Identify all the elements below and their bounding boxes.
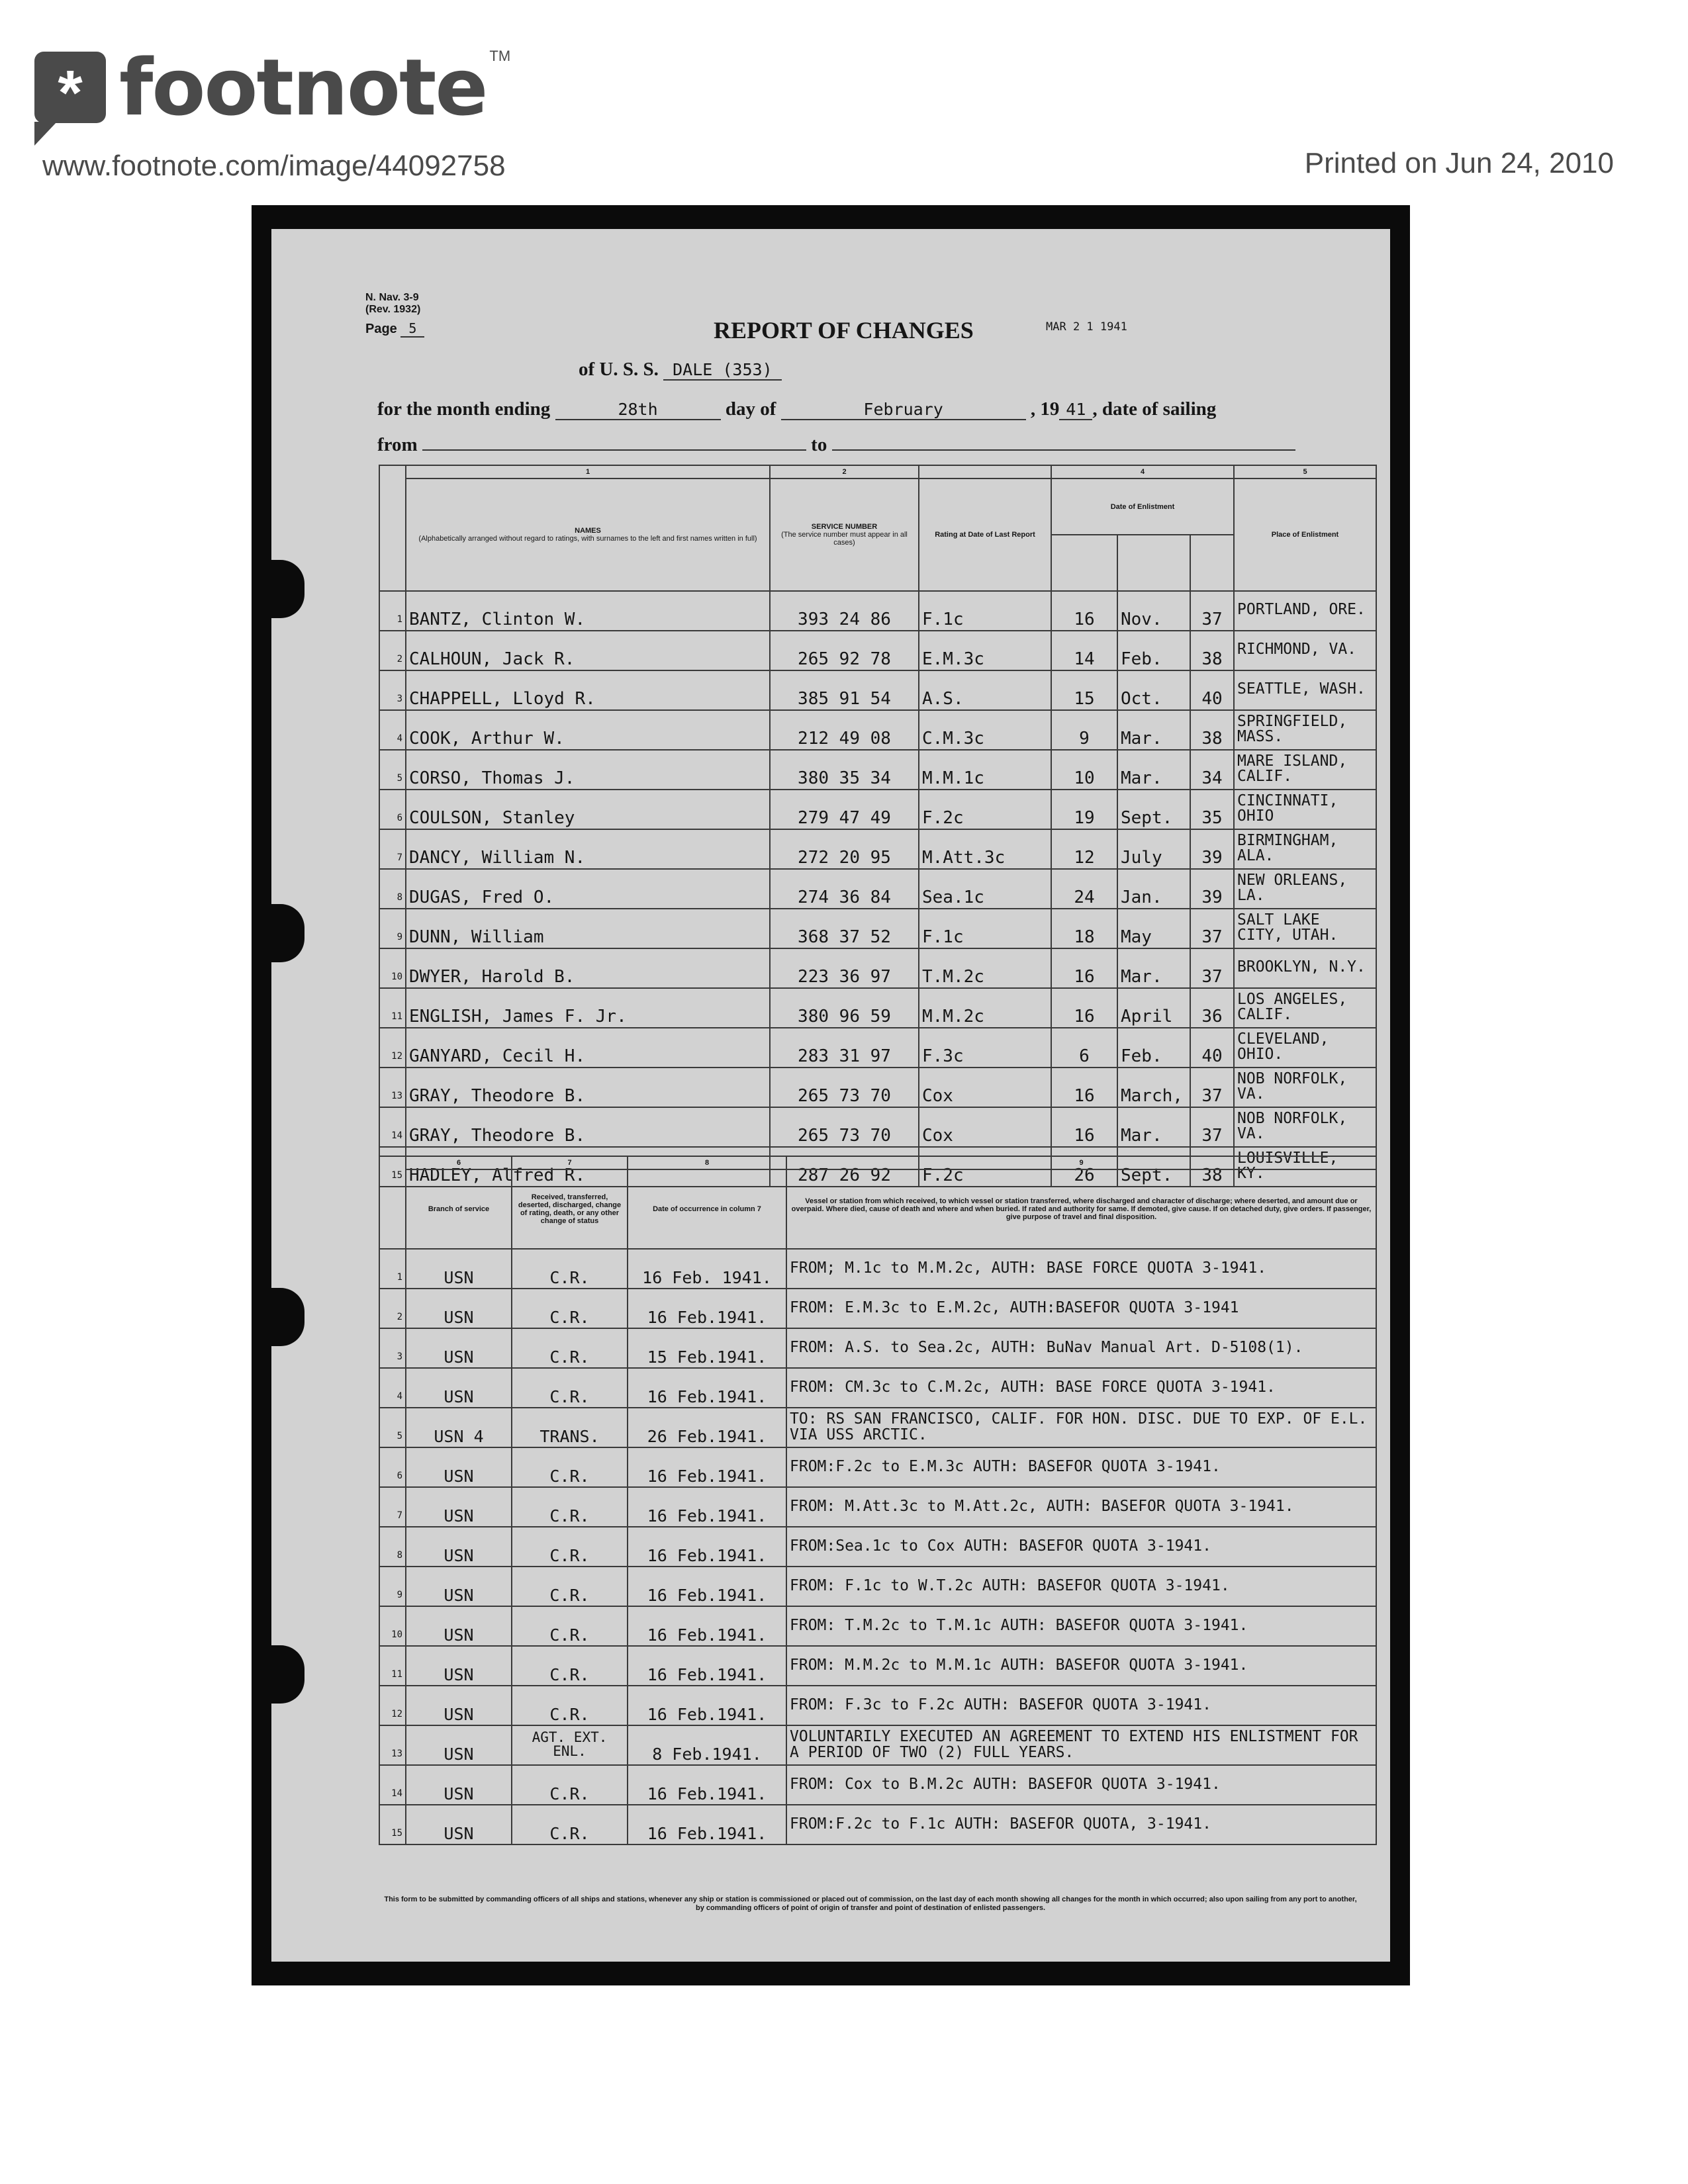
change-cell: C.R. <box>512 1606 628 1646</box>
row-number: 4 <box>379 710 406 750</box>
row-number: 5 <box>379 1408 406 1447</box>
service-number-cell: 287 26 92 <box>770 1147 919 1187</box>
binder-hole-icon <box>267 560 305 618</box>
enlistment-place-cell: NEW ORLEANS, LA. <box>1234 869 1376 909</box>
table-row <box>379 1249 1376 1289</box>
enlistment-month-cell: Nov. <box>1117 591 1190 631</box>
enlistment-day-cell: 16 <box>1051 988 1117 1028</box>
service-number-cell: 380 35 34 <box>770 750 919 790</box>
ship-name: DALE (353) <box>663 360 782 381</box>
remarks-cell: FROM:F.2c to E.M.3c AUTH: BASEFOR QUOTA 3-1941. <box>786 1447 1376 1487</box>
row-number: 13 <box>379 1068 406 1107</box>
name-cell: DANCY, William N. <box>406 829 770 869</box>
enlistment-day-cell: 6 <box>1051 1028 1117 1068</box>
date-cell: 8 Feb.1941. <box>628 1725 786 1765</box>
branch-cell: USN 4 <box>406 1408 512 1447</box>
enlistment-month-cell: Mar. <box>1117 750 1190 790</box>
date-header: Date of occurrence in column 7 <box>628 1169 786 1249</box>
rating-cell: F.2c <box>919 1147 1051 1187</box>
enlistment-day-cell: 10 <box>1051 750 1117 790</box>
enlistment-year-cell: 39 <box>1190 869 1234 909</box>
document-page <box>271 229 1390 1962</box>
date-cell: 16 Feb.1941. <box>628 1606 786 1646</box>
row-number: 7 <box>379 1487 406 1527</box>
enlistment-day-cell: 15 <box>1051 670 1117 710</box>
remarks-cell: FROM:Sea.1c to Cox AUTH: BASEFOR QUOTA 3-1941. <box>786 1527 1376 1567</box>
date-stamp: MAR 2 1 1941 <box>1046 320 1127 334</box>
row-number: 10 <box>379 1606 406 1646</box>
month-name: February <box>781 400 1026 420</box>
date-cell: 15 Feb.1941. <box>628 1328 786 1368</box>
remarks-header: Vessel or station from which received, to which vessel or station transferred, where discharged and character of discharge; where deserted, and amount due or overpaid. Where died, cause of death and where and when buried. If rated and authority for same. If demoted, give cause. If on detached duty, give orders. If passenger, give purpose of travel and final disposition. <box>786 1169 1376 1249</box>
name-cell: CHAPPELL, Lloyd R. <box>406 670 770 710</box>
name-cell: COULSON, Stanley <box>406 790 770 829</box>
page-number: Page 5 <box>365 320 424 337</box>
remarks-cell: FROM: CM.3c to C.M.2c, AUTH: BASE FORCE QUOTA 3-1941. <box>786 1368 1376 1408</box>
enlistment-date-header: Date of Enlistment <box>1051 478 1234 535</box>
branch-cell: USN <box>406 1447 512 1487</box>
service-number-cell: 265 92 78 <box>770 631 919 670</box>
remarks-cell: FROM: M.M.2c to M.M.1c AUTH: BASEFOR QUOTA 3-1941. <box>786 1646 1376 1686</box>
change-header: Received, transferred, deserted, discharged, change of rating, death, or any other change of status <box>512 1169 628 1249</box>
enlistment-month-cell: Sept. <box>1117 790 1190 829</box>
row-number: 3 <box>379 670 406 710</box>
branch-cell: USN <box>406 1249 512 1289</box>
enlistment-day-cell: 16 <box>1051 1068 1117 1107</box>
form-number: N. Nav. 3-9 (Rev. 1932) <box>365 292 421 315</box>
remarks-cell: FROM: E.M.3c to E.M.2c, AUTH:BASEFOR QUOTA 3-1941 <box>786 1289 1376 1328</box>
from-to-line: from to <box>377 434 1295 456</box>
branch-cell: USN <box>406 1567 512 1606</box>
change-cell: C.R. <box>512 1368 628 1408</box>
enlistment-month-cell: Mar. <box>1117 948 1190 988</box>
change-cell: C.R. <box>512 1646 628 1686</box>
month-line: for the month ending 28th day of February , 19 41 , date of sailing <box>377 398 1217 420</box>
change-cell: AGT. EXT. ENL. <box>512 1725 628 1765</box>
row-number: 1 <box>379 591 406 631</box>
branch-cell: USN <box>406 1606 512 1646</box>
row-number: 8 <box>379 1527 406 1567</box>
table-row <box>379 1289 1376 1328</box>
change-cell: C.R. <box>512 1686 628 1725</box>
service-number-header: SERVICE NUMBER (The service number must appear in all cases) <box>770 478 919 591</box>
date-cell: 16 Feb.1941. <box>628 1765 786 1805</box>
branch-cell: USN <box>406 1805 512 1844</box>
rating-cell: A.S. <box>919 670 1051 710</box>
enlistment-day-cell: 12 <box>1051 829 1117 869</box>
changes-table: 6 7 8 9 Branch of service Received, transferred, deserted, discharged, change of rating, death, or any other change of status Date of occurrence in column 7 Vessel or station from which received, to which vessel or station transferred, where discharged and character of discharge; where deserted, and amount due or overpaid. Where died, cause of death and where and when buried. If rated and authority for same. If demoted, give cause. If on detached duty, give orders. If passenger, give purpose of travel and final disposition. 1 USN C.R. 16 Feb. 1941. FROM; M.1c to M.M.2c, AUTH: BASE FORCE QUOTA 3-1941. 2 USN C.R. 16 Feb.1941. FROM: E.M.3c to E.M.2c, AUTH:BASEFOR QUOTA 3-1941 3 USN C.R. 15 Feb.1941. FROM: A.S. to Sea.2c, AUTH: BuNav Manual Art. D-5108(1). 4 USN C.R. 16 Feb.1941. FROM: CM.3c to C.M.2c, AUTH: BASE FORCE QUOTA 3-1941. 5 USN 4 TRANS. 26 Feb.1941. TO: RS SAN FRANCISCO, CALIF. FOR HON. DISC. DUE TO EXP. OF E.L. VIA USS ARCTIC. 6 USN C.R. 16 Feb.1941. FROM:F.2c to E.M.3c AUTH: BASEFOR QUOTA 3-1941. 7 USN C.R. 16 Feb.1941. FROM: M.Att.3c to M.Att.2c, AUTH: BASEFOR QUOTA 3-1941. 8 USN C.R. 16 Feb.1941. FROM:Sea.1c to Cox AUTH: BASEFOR QUOTA 3-1941. 9 USN C.R. 16 Feb.1941. FROM: F.1c to W.T.2c AUTH: BASEFOR QUOTA 3-1941. 10 USN C.R. 16 Feb.1941. FROM: T.M.2c to T.M.1c AUTH: BASEFOR QUOTA 3-1941. 11 USN C.R. 16 Feb.1941. FROM: M.M.2c to M.M.1c AUTH: BASEFOR QUOTA 3-1941. 12 USN C.R. 16 Feb.1941. FROM: F.3c to F.2c AUTH: BASEFOR QUOTA 3-1941. 13 USN AGT. EXT. ENL. 8 Feb.1941. VOLUNTARILY EXECUTED AN AGREEMENT TO EXTEND HIS ENLISTMENT FOR A PERIOD OF TWO (2) FULL YEARS. 14 USN C.R. 16 Feb.1941. FROM: Cox to B.M.2c AUTH: BASEFOR QUOTA 3-1941. 15 USN C.R. 16 Feb.1941. FROM:F.2c to F.1c AUTH: BASEFOR QUOTA, 3-1941. <box>379 1156 1377 1845</box>
table-row <box>379 710 1376 750</box>
name-cell: COOK, Arthur W. <box>406 710 770 750</box>
remarks-cell: FROM: T.M.2c to T.M.1c AUTH: BASEFOR QUOTA 3-1941. <box>786 1606 1376 1646</box>
enlistment-year-cell: 34 <box>1190 750 1234 790</box>
date-cell: 26 Feb.1941. <box>628 1408 786 1447</box>
image-url: www.footnote.com/image/44092758 <box>42 150 506 182</box>
rating-cell: M.M.2c <box>919 988 1051 1028</box>
rating-cell: F.1c <box>919 591 1051 631</box>
enlistment-month-cell: Mar. <box>1117 710 1190 750</box>
enlistment-month-cell: May <box>1117 909 1190 948</box>
service-number-cell: 368 37 52 <box>770 909 919 948</box>
binder-hole-icon <box>267 1645 305 1704</box>
rating-cell: M.Att.3c <box>919 829 1051 869</box>
row-number: 9 <box>379 909 406 948</box>
service-number-cell: 274 36 84 <box>770 869 919 909</box>
table-row <box>379 1447 1376 1487</box>
rating-cell: Sea.1c <box>919 869 1051 909</box>
date-cell: 16 Feb.1941. <box>628 1289 786 1328</box>
enlistment-year-cell: 36 <box>1190 988 1234 1028</box>
name-cell: DUNN, William <box>406 909 770 948</box>
rating-header: Rating at Date of Last Report <box>919 478 1051 591</box>
row-number: 12 <box>379 1686 406 1725</box>
names-header: NAMES (Alphabetically arranged without regard to ratings, with surnames to the left and first names written in full) <box>406 478 770 591</box>
date-cell: 16 Feb.1941. <box>628 1646 786 1686</box>
table-row <box>379 1487 1376 1527</box>
remarks-cell: FROM: Cox to B.M.2c AUTH: BASEFOR QUOTA 3-1941. <box>786 1765 1376 1805</box>
date-cell: 16 Feb.1941. <box>628 1805 786 1844</box>
table-row <box>379 988 1376 1028</box>
name-cell: DWYER, Harold B. <box>406 948 770 988</box>
ship-line: of U. S. S. DALE (353) <box>579 359 782 381</box>
table-row <box>379 1567 1376 1606</box>
date-cell: 16 Feb.1941. <box>628 1487 786 1527</box>
enlistment-month-cell: Oct. <box>1117 670 1190 710</box>
enlistment-year-cell: 35 <box>1190 790 1234 829</box>
branch-cell: USN <box>406 1527 512 1567</box>
service-number-cell: 385 91 54 <box>770 670 919 710</box>
service-number-cell: 283 31 97 <box>770 1028 919 1068</box>
rating-cell: F.2c <box>919 790 1051 829</box>
enlistment-place-cell: NOB NORFOLK, VA. <box>1234 1068 1376 1107</box>
branch-cell: USN <box>406 1646 512 1686</box>
branch-cell: USN <box>406 1328 512 1368</box>
branch-header: Branch of service <box>406 1169 512 1249</box>
enlistment-place-cell: SPRINGFIELD, MASS. <box>1234 710 1376 750</box>
remarks-cell: FROM: M.Att.3c to M.Att.2c, AUTH: BASEFOR QUOTA 3-1941. <box>786 1487 1376 1527</box>
row-number: 11 <box>379 988 406 1028</box>
enlistment-month-cell: Mar. <box>1117 1107 1190 1147</box>
change-cell: C.R. <box>512 1487 628 1527</box>
row-number: 1 <box>379 1249 406 1289</box>
remarks-cell: FROM: F.3c to F.2c AUTH: BASEFOR QUOTA 3-1941. <box>786 1686 1376 1725</box>
enlistment-day-cell: 26 <box>1051 1147 1117 1187</box>
row-number: 4 <box>379 1368 406 1408</box>
remarks-cell: FROM: A.S. to Sea.2c, AUTH: BuNav Manual Art. D-5108(1). <box>786 1328 1376 1368</box>
branch-cell: USN <box>406 1725 512 1765</box>
rating-cell: T.M.2c <box>919 948 1051 988</box>
rating-cell: M.M.1c <box>919 750 1051 790</box>
service-number-cell: 279 47 49 <box>770 790 919 829</box>
table-row <box>379 948 1376 988</box>
table-row <box>379 1765 1376 1805</box>
enlistment-year-cell: 40 <box>1190 1028 1234 1068</box>
table-row <box>379 869 1376 909</box>
service-number-cell: 265 73 70 <box>770 1068 919 1107</box>
date-cell: 16 Feb.1941. <box>628 1368 786 1408</box>
footnote-logo <box>34 41 510 134</box>
remarks-cell: VOLUNTARILY EXECUTED AN AGREEMENT TO EXTEND HIS ENLISTMENT FOR A PERIOD OF TWO (2) FULL YEARS. <box>786 1725 1376 1765</box>
row-number: 11 <box>379 1646 406 1686</box>
binder-hole-icon <box>267 904 305 962</box>
enlistment-day-cell: 24 <box>1051 869 1117 909</box>
enlistment-day-cell: 16 <box>1051 1107 1117 1147</box>
enlistment-place-cell: CINCINNATI, OHIO <box>1234 790 1376 829</box>
enlistment-year-cell: 37 <box>1190 1107 1234 1147</box>
row-number: 6 <box>379 790 406 829</box>
rating-cell: F.1c <box>919 909 1051 948</box>
row-number: 14 <box>379 1107 406 1147</box>
table-row <box>379 1805 1376 1844</box>
branch-cell: USN <box>406 1686 512 1725</box>
row-number: 7 <box>379 829 406 869</box>
enlistment-year-cell: 37 <box>1190 1068 1234 1107</box>
personnel-table: 1 2 4 5 NAMES (Alphabetically arranged without regard to ratings, with surnames to the left and first names written in full) SERVICE NUMBER (The service number must appear in all cases) Rating at Date of Last Report Date of Enlistment Place of Enlistment 1 BANTZ, Clinton W. 393 24 86 F.1c 16 Nov. 37 PORTLAND, ORE. 2 CALHOUN, Jack R. 265 92 78 E.M.3c 14 Feb. 38 RICHMOND, VA. 3 CHAPPELL, Lloyd R. 385 91 54 A.S. 15 Oct. 40 SEATTLE, WASH. 4 COOK, Arthur W. 212 49 08 C.M.3c 9 Mar. 38 SPRINGFIELD, MASS. 5 CORSO, Thomas J. 380 35 34 M.M.1c 10 Mar. 34 MARE ISLAND, CALIF. 6 COULSON, Stanley 279 47 49 F.2c 19 Sept. 35 CINCINNATI, OHIO 7 DANCY, William N. 272 20 95 M.Att.3c 12 July 39 BIRMINGHAM, ALA. 8 DUGAS, Fred O. 274 36 84 Sea.1c 24 Jan. 39 NEW ORLEANS, LA. 9 DUNN, William 368 37 52 F.1c 18 May 37 SALT LAKE CITY, UTAH. 10 DWYER, Harold B. 223 36 97 T.M.2c 16 Mar. 37 BROOKLYN, N.Y. 11 ENGLISH, James F. Jr. 380 96 59 M.M.2c 16 April 36 LOS ANGELES, CALIF. 12 GANYARD, Cecil H. 283 31 97 F.3c 6 Feb. 40 CLEVELAND, OHIO. 13 GRAY, Theodore B. 265 73 70 Cox 16 March, 37 NOB NORFOLK, VA. 14 GRAY, Theodore B. 265 73 70 Cox 16 Mar. 37 NOB NORFOLK, VA. 15 HADLEY, Alfred R. 287 26 92 F.2c 26 Sept. 38 LOUISVILLE, KY. <box>379 465 1377 1187</box>
row-number: 8 <box>379 869 406 909</box>
form-footnote: This form to be submitted by commanding officers of all ships and stations, whenever any ship or station is commissioned or placed out of commission, on the last day of each month showing all changes for the month in which occurred; also upon sailing from any port to another, by commanding officers of point of origin of transfer and point of destination of enlisted passengers. <box>384 1895 1357 1912</box>
change-cell: C.R. <box>512 1765 628 1805</box>
enlistment-day-cell: 16 <box>1051 591 1117 631</box>
table-row <box>379 1725 1376 1765</box>
table-row <box>379 1408 1376 1447</box>
service-number-cell: 272 20 95 <box>770 829 919 869</box>
enlistment-year-cell: 38 <box>1190 1147 1234 1187</box>
binder-hole-icon <box>267 1288 305 1346</box>
enlistment-day-cell: 9 <box>1051 710 1117 750</box>
name-cell: GANYARD, Cecil H. <box>406 1028 770 1068</box>
change-cell: C.R. <box>512 1328 628 1368</box>
row-number: 15 <box>379 1147 406 1187</box>
branch-cell: USN <box>406 1368 512 1408</box>
remarks-cell: TO: RS SAN FRANCISCO, CALIF. FOR HON. DISC. DUE TO EXP. OF E.L. VIA USS ARCTIC. <box>786 1408 1376 1447</box>
enlistment-place-cell: BROOKLYN, N.Y. <box>1234 948 1376 988</box>
year: 41 <box>1059 400 1092 420</box>
name-cell: DUGAS, Fred O. <box>406 869 770 909</box>
enlistment-month-cell: Jan. <box>1117 869 1190 909</box>
table-row <box>379 591 1376 631</box>
name-cell: CORSO, Thomas J. <box>406 750 770 790</box>
rating-cell: F.3c <box>919 1028 1051 1068</box>
name-cell: ENGLISH, James F. Jr. <box>406 988 770 1028</box>
change-cell: C.R. <box>512 1527 628 1567</box>
remarks-cell: FROM:F.2c to F.1c AUTH: BASEFOR QUOTA, 3-1941. <box>786 1805 1376 1844</box>
enlistment-place-cell: PORTLAND, ORE. <box>1234 591 1376 631</box>
remarks-cell: FROM; M.1c to M.M.2c, AUTH: BASE FORCE QUOTA 3-1941. <box>786 1249 1376 1289</box>
enlistment-place-header: Place of Enlistment <box>1234 478 1376 591</box>
row-number: 12 <box>379 1028 406 1068</box>
table-row <box>379 1686 1376 1725</box>
service-number-cell: 380 96 59 <box>770 988 919 1028</box>
row-number: 6 <box>379 1447 406 1487</box>
asterisk-speech-icon: * <box>34 52 106 123</box>
enlistment-place-cell: RICHMOND, VA. <box>1234 631 1376 670</box>
enlistment-month-cell: Feb. <box>1117 1028 1190 1068</box>
enlistment-day-cell: 16 <box>1051 948 1117 988</box>
enlistment-year-cell: 37 <box>1190 591 1234 631</box>
table-row <box>379 670 1376 710</box>
table-row <box>379 829 1376 869</box>
row-number: 9 <box>379 1567 406 1606</box>
enlistment-day-cell: 14 <box>1051 631 1117 670</box>
change-cell: C.R. <box>512 1805 628 1844</box>
enlistment-place-cell: MARE ISLAND, CALIF. <box>1234 750 1376 790</box>
enlistment-place-cell: CLEVELAND, OHIO. <box>1234 1028 1376 1068</box>
row-number: 13 <box>379 1725 406 1765</box>
branch-cell: USN <box>406 1289 512 1328</box>
name-cell: HADLEY, Alfred R. <box>406 1147 770 1187</box>
table-row <box>379 790 1376 829</box>
row-number: 5 <box>379 750 406 790</box>
enlistment-place-cell: SALT LAKE CITY, UTAH. <box>1234 909 1376 948</box>
table-row <box>379 1028 1376 1068</box>
row-number: 2 <box>379 1289 406 1328</box>
table-row <box>379 1527 1376 1567</box>
enlistment-day-cell: 18 <box>1051 909 1117 948</box>
enlistment-year-cell: 40 <box>1190 670 1234 710</box>
enlistment-year-cell: 38 <box>1190 631 1234 670</box>
branch-cell: USN <box>406 1765 512 1805</box>
enlistment-month-cell: Sept. <box>1117 1147 1190 1187</box>
table-row <box>379 1107 1376 1147</box>
service-number-cell: 393 24 86 <box>770 591 919 631</box>
table-row <box>379 1368 1376 1408</box>
enlistment-place-cell: BIRMINGHAM, ALA. <box>1234 829 1376 869</box>
enlistment-year-cell: 37 <box>1190 909 1234 948</box>
change-cell: TRANS. <box>512 1408 628 1447</box>
name-cell: GRAY, Theodore B. <box>406 1107 770 1147</box>
rating-cell: E.M.3c <box>919 631 1051 670</box>
service-number-cell: 223 36 97 <box>770 948 919 988</box>
printed-date: Printed on Jun 24, 2010 <box>1304 147 1614 179</box>
service-number-cell: 265 73 70 <box>770 1107 919 1147</box>
logo-wordmark: footnote <box>119 42 487 133</box>
rating-cell: Cox <box>919 1107 1051 1147</box>
table-row <box>379 1606 1376 1646</box>
row-number: 14 <box>379 1765 406 1805</box>
change-cell: C.R. <box>512 1447 628 1487</box>
row-number: 2 <box>379 631 406 670</box>
enlistment-place-cell: SEATTLE, WASH. <box>1234 670 1376 710</box>
change-cell: C.R. <box>512 1289 628 1328</box>
enlistment-month-cell: July <box>1117 829 1190 869</box>
report-title: REPORT OF CHANGES <box>714 317 974 343</box>
enlistment-place-cell: NOB NORFOLK, VA. <box>1234 1107 1376 1147</box>
enlistment-year-cell: 38 <box>1190 710 1234 750</box>
service-number-cell: 212 49 08 <box>770 710 919 750</box>
scanned-document-frame <box>252 205 1410 1985</box>
name-cell: GRAY, Theodore B. <box>406 1068 770 1107</box>
row-number: 10 <box>379 948 406 988</box>
table-row <box>379 631 1376 670</box>
enlistment-place-cell: LOS ANGELES, CALIF. <box>1234 988 1376 1028</box>
table-row <box>379 750 1376 790</box>
remarks-cell: FROM: F.1c to W.T.2c AUTH: BASEFOR QUOTA 3-1941. <box>786 1567 1376 1606</box>
enlistment-month-cell: Feb. <box>1117 631 1190 670</box>
enlistment-day-cell: 19 <box>1051 790 1117 829</box>
table-row <box>379 909 1376 948</box>
row-number: 3 <box>379 1328 406 1368</box>
name-cell: CALHOUN, Jack R. <box>406 631 770 670</box>
table-row <box>379 1646 1376 1686</box>
rating-cell: C.M.3c <box>919 710 1051 750</box>
trademark-mark: TM <box>489 48 511 64</box>
name-cell: BANTZ, Clinton W. <box>406 591 770 631</box>
branch-cell: USN <box>406 1487 512 1527</box>
change-cell: C.R. <box>512 1249 628 1289</box>
enlistment-year-cell: 39 <box>1190 829 1234 869</box>
table-row <box>379 1328 1376 1368</box>
row-number: 15 <box>379 1805 406 1844</box>
enlistment-month-cell: March, <box>1117 1068 1190 1107</box>
enlistment-month-cell: April <box>1117 988 1190 1028</box>
enlistment-place-cell: LOUISVILLE, KY. <box>1234 1147 1376 1187</box>
date-cell: 16 Feb.1941. <box>628 1447 786 1487</box>
date-cell: 16 Feb.1941. <box>628 1567 786 1606</box>
month-day: 28th <box>555 400 721 420</box>
date-cell: 16 Feb.1941. <box>628 1686 786 1725</box>
rating-cell: Cox <box>919 1068 1051 1107</box>
change-cell: C.R. <box>512 1567 628 1606</box>
enlistment-year-cell: 37 <box>1190 948 1234 988</box>
date-cell: 16 Feb.1941. <box>628 1527 786 1567</box>
date-cell: 16 Feb. 1941. <box>628 1249 786 1289</box>
table-row <box>379 1068 1376 1107</box>
